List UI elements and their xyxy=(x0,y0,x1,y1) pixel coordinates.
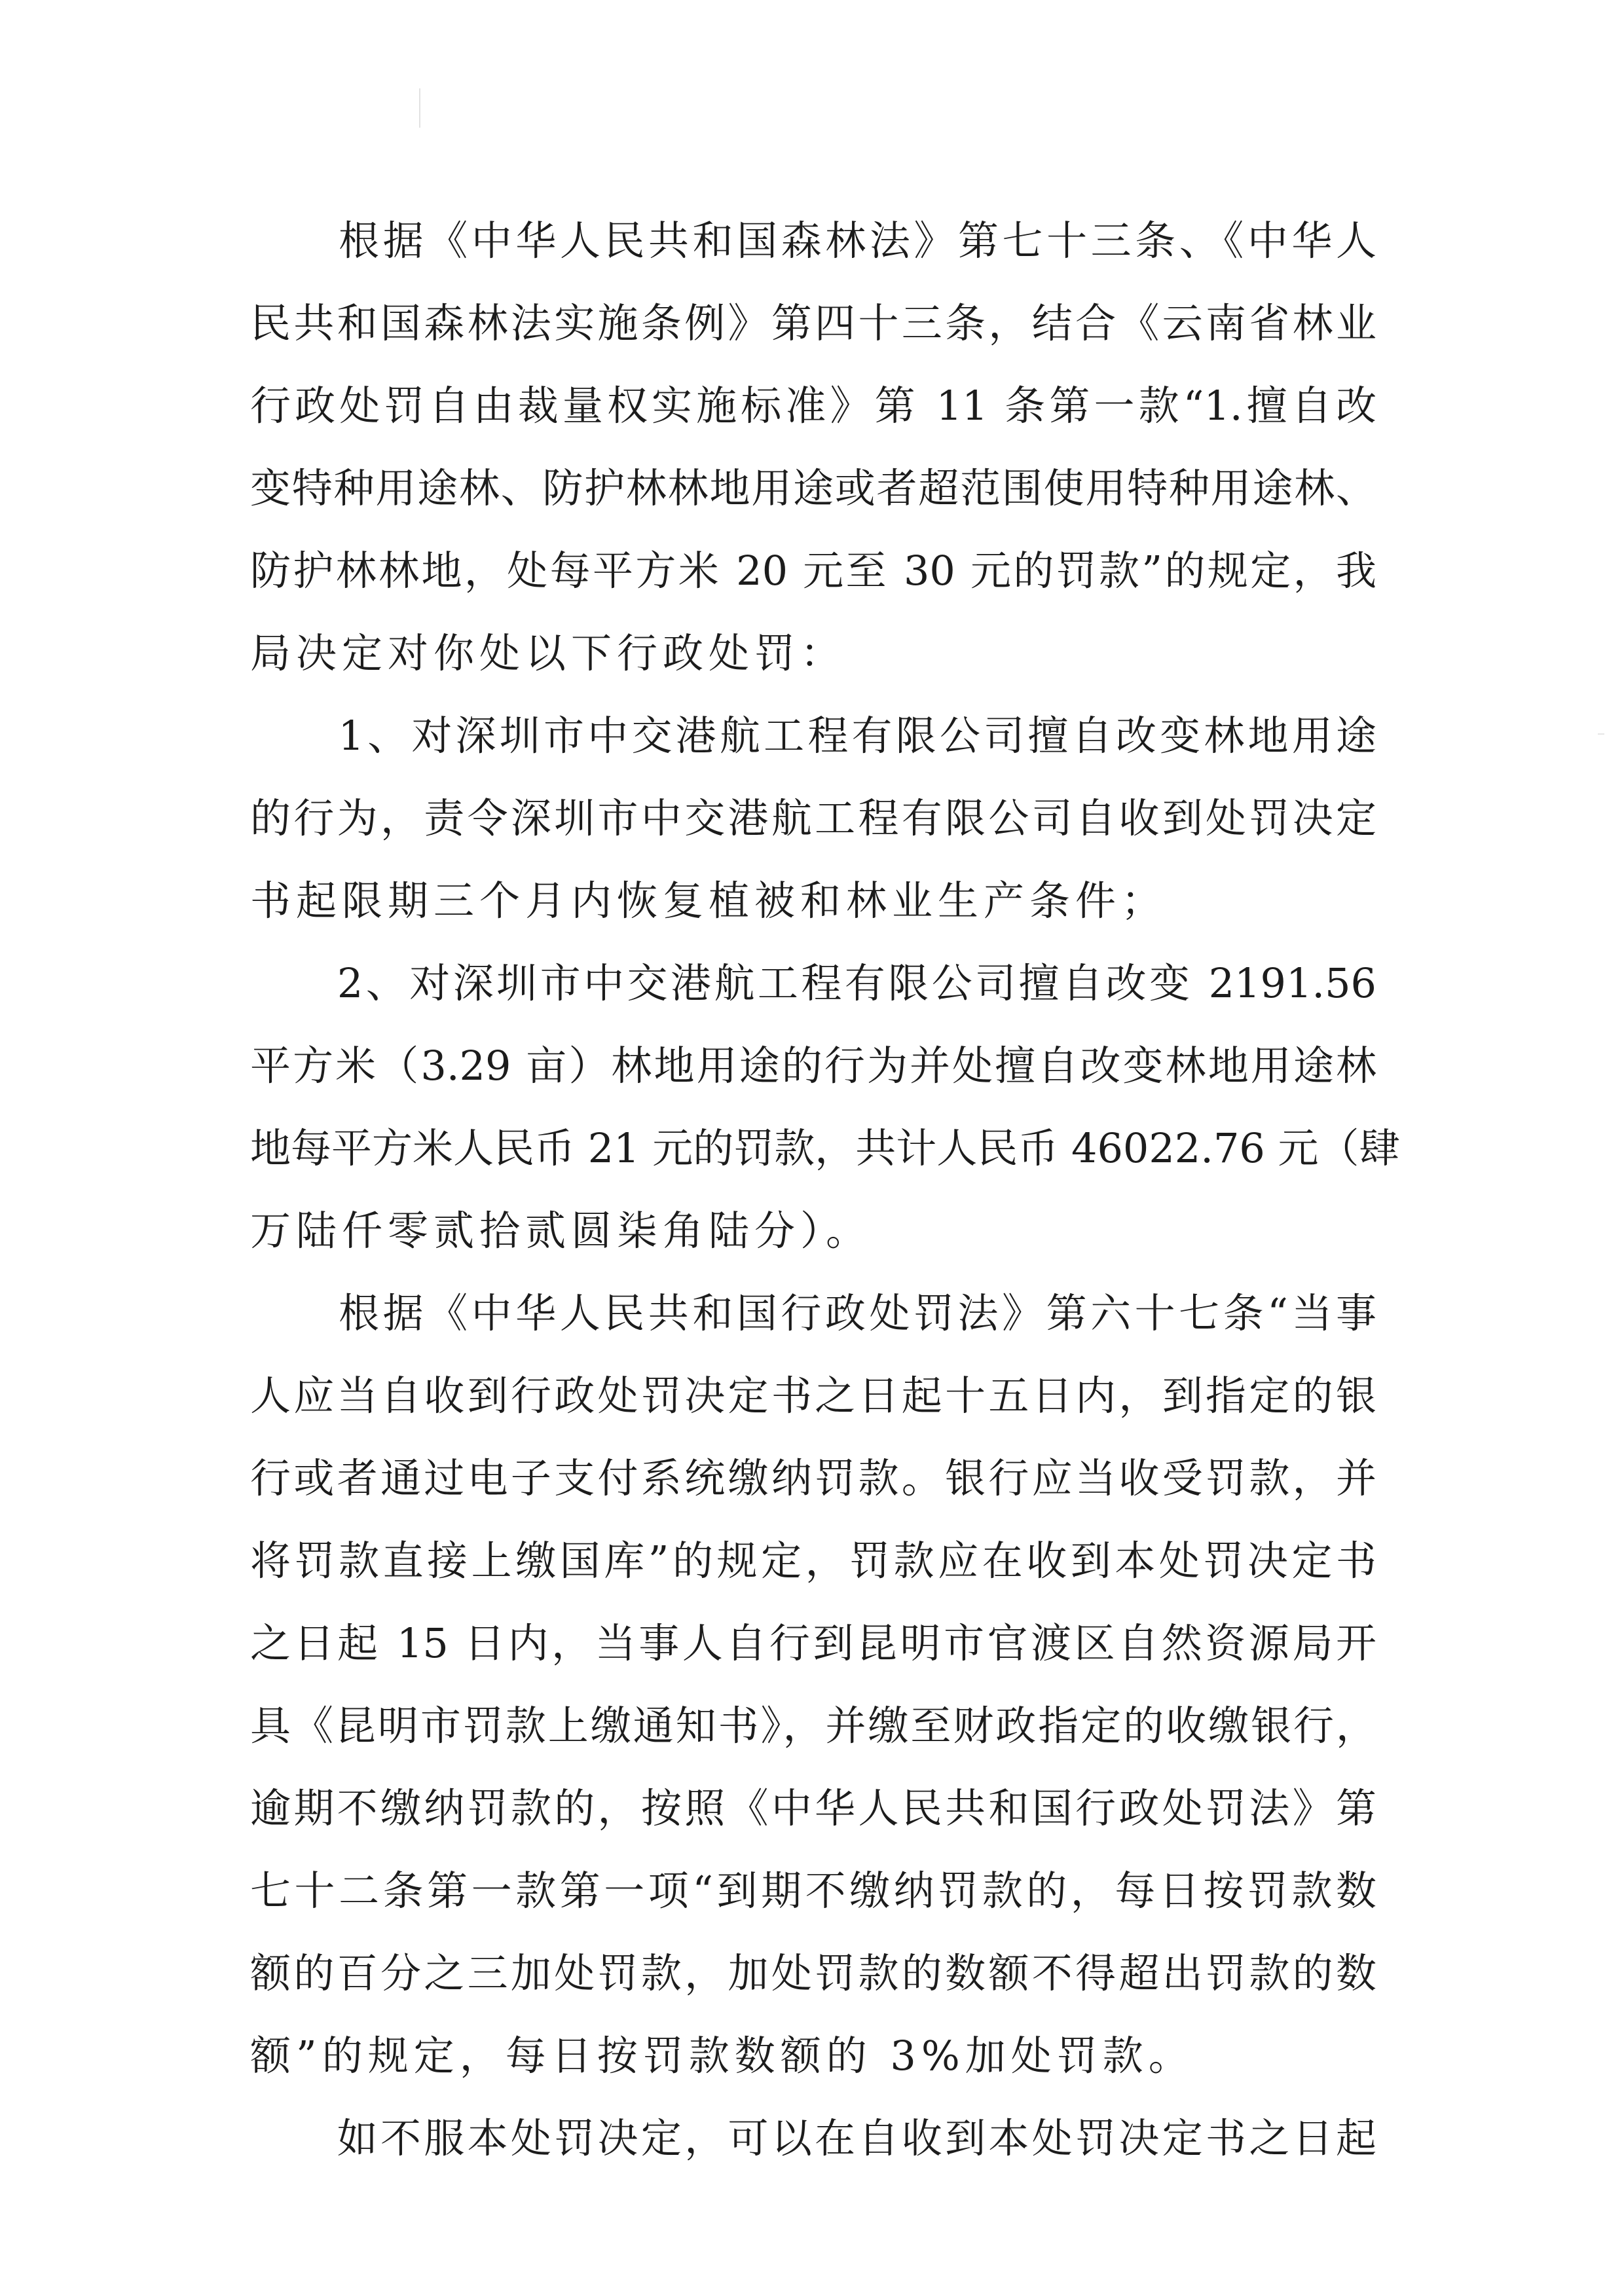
text-line: 局决定对你处以下行政处罚： xyxy=(250,629,847,677)
text-line: 根据《中华人民共和国行政处罚法》第六十七条“当事 xyxy=(250,1289,1376,1337)
text-line: 平方米（3.29 亩）林地用途的行为并处擅自改变林地用途林 xyxy=(250,1042,1376,1090)
text-line: 万陆仟零贰拾贰圆柒角陆分）。 xyxy=(250,1207,872,1255)
document-body xyxy=(250,200,1400,2180)
scan-artifact-mark-right xyxy=(1598,733,1604,735)
text-line: 额”的规定，每日按罚款数额的 3%加处罚款。 xyxy=(250,2032,1194,2080)
scan-artifact-mark xyxy=(419,88,420,128)
text-line: 民共和国森林法实施条例》第四十三条，结合《云南省林业 xyxy=(250,299,1376,347)
text-line: 行政处罚自由裁量权实施标准》第 11 条第一款“1.擅自改 xyxy=(250,382,1376,430)
text-line: 如不服本处罚决定，可以在自收到本处罚决定书之日起 xyxy=(250,2114,1376,2162)
text-line: 防护林林地，处每平方米 20 元至 30 元的罚款”的规定，我 xyxy=(250,547,1376,595)
text-line: 之日起 15 日内，当事人自行到昆明市官渡区自然资源局开 xyxy=(250,1619,1376,1667)
text-line: 2、对深圳市中交港航工程有限公司擅自改变 2191.56 xyxy=(250,959,1376,1007)
text-line: 的行为，责令深圳市中交港航工程有限公司自收到处罚决定 xyxy=(250,794,1376,842)
text-line: 额的百分之三加处罚款，加处罚款的数额不得超出罚款的数 xyxy=(250,1949,1376,1997)
text-line: 1、对深圳市中交港航工程有限公司擅自改变林地用途 xyxy=(250,712,1376,760)
text-line: 行或者通过电子支付系统缴纳罚款。银行应当收受罚款，并 xyxy=(250,1454,1376,1502)
text-line: 地每平方米人民币 21 元的罚款，共计人民币 46022.76 元（肆 xyxy=(250,1124,1400,1172)
text-line: 具《昆明市罚款上缴通知书》，并缴至财政指定的收缴银行， xyxy=(250,1702,1376,1750)
text-line: 书起限期三个月内恢复植被和林业生产条件； xyxy=(250,877,1168,925)
text-line: 人应当自收到行政处罚决定书之日起十五日内，到指定的银 xyxy=(250,1372,1376,1420)
text-line: 将罚款直接上缴国库”的规定，罚款应在收到本处罚决定书 xyxy=(250,1537,1376,1585)
text-line: 逾期不缴纳罚款的，按照《中华人民共和国行政处罚法》第 xyxy=(250,1784,1376,1832)
text-line: 七十二条第一款第一项“到期不缴纳罚款的，每日按罚款数 xyxy=(250,1867,1376,1915)
text-line: 变特种用途林、防护林林地用途或者超范围使用特种用途林、 xyxy=(250,464,1376,512)
text-line: 根据《中华人民共和国森林法》第七十三条、《中华人 xyxy=(250,217,1376,265)
